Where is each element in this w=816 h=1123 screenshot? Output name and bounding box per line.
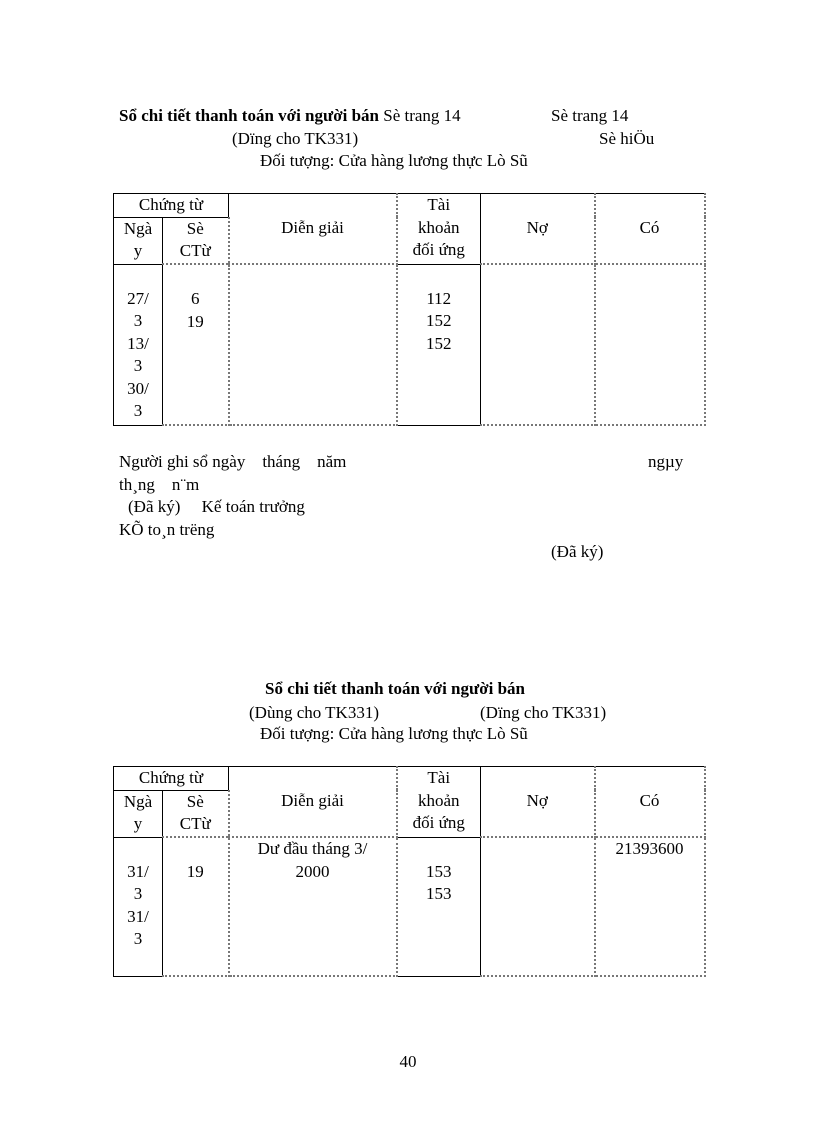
voucher-number-line: 19 — [186, 862, 204, 881]
section1-title: Sổ chi tiết thanh toán với người bán — [119, 106, 379, 125]
account-header — [397, 767, 481, 838]
voucher-number-header-line: CTừ — [179, 241, 211, 260]
date-line: 13/ — [127, 333, 149, 353]
account-header — [397, 194, 481, 265]
voucher-number-line: 19 — [186, 311, 204, 331]
account-cell — [397, 264, 481, 425]
section1-page-label-right: Sè trang 14 — [551, 106, 629, 125]
date-cell — [114, 264, 163, 425]
section1-subtitle: (Dïng cho TK331) — [232, 129, 359, 148]
account-line: 152 — [426, 333, 452, 353]
description-header: Diễn giải — [229, 194, 397, 265]
voucher-number-cell — [163, 837, 229, 976]
credit-header: Có — [595, 194, 705, 265]
account-cell — [397, 837, 481, 976]
date-header — [114, 217, 163, 264]
signature-line-3: (Đã ký) Kế toán trưởng — [128, 497, 305, 516]
date-line: 3 — [133, 884, 143, 903]
debit-cell — [481, 264, 595, 425]
opening-balance-line: Dư đầu tháng 3/ — [257, 839, 368, 858]
credit-header: Có — [595, 767, 705, 838]
opening-credit-value: 21393600 — [615, 839, 684, 858]
description-cell — [229, 264, 397, 425]
voucher-number-header — [163, 217, 229, 264]
date-line: 30/ — [127, 378, 149, 398]
section2-object-line: Đối tượng: Cửa hàng lương thực Lò Sũ — [260, 724, 528, 743]
voucher-number-header-line: Sè — [186, 791, 204, 811]
account-header-line: khoản — [417, 790, 460, 810]
date-line: 3 — [133, 401, 143, 420]
voucher-number-line: 6 — [191, 289, 200, 308]
account-line: 112 — [426, 288, 452, 308]
credit-cell — [595, 837, 705, 976]
page-number: 40 — [399, 1052, 417, 1071]
signature-line-4: KÕ to¸n trëng — [119, 520, 215, 539]
credit-cell — [595, 264, 705, 425]
date-line: 3 — [133, 311, 143, 330]
date-line: 31/ — [127, 861, 149, 881]
ledger-table-1 — [113, 193, 706, 426]
date-line: 3 — [133, 356, 143, 375]
account-header-line: khoản — [417, 217, 460, 237]
account-line: 153 — [426, 884, 452, 903]
date-line: 3 — [133, 929, 143, 948]
date-header — [114, 790, 163, 837]
opening-balance-line: 2000 — [295, 861, 330, 881]
date-header-line: Ngà — [123, 791, 153, 811]
voucher-number-header — [163, 790, 229, 837]
account-header-line: Tài — [427, 195, 451, 214]
section2-subtitle-right: (Dïng cho TK331) — [480, 703, 607, 722]
ledger-table-2 — [113, 766, 706, 977]
voucher-number-header-line: Sè — [186, 218, 204, 238]
voucher-group-header: Chứng từ — [114, 194, 229, 218]
section1-title-line — [119, 105, 461, 127]
account-line: 152 — [426, 311, 452, 330]
signature-line-2: th¸ng n¨m — [119, 475, 200, 494]
description-header: Diễn giải — [229, 767, 397, 838]
voucher-group-header: Chứng từ — [114, 767, 229, 791]
description-cell — [229, 837, 397, 976]
date-line: 27/ — [127, 288, 149, 308]
section2-subtitle: (Dùng cho TK331) — [249, 703, 379, 722]
voucher-number-header-line: CTừ — [179, 814, 211, 833]
date-line: 31/ — [127, 906, 149, 926]
signature-signed: (Đã ký) — [551, 542, 604, 561]
date-header-line: y — [133, 241, 143, 260]
debit-header: Nợ — [481, 194, 595, 265]
debit-cell — [481, 837, 595, 976]
voucher-number-cell — [163, 264, 229, 425]
section1-object-line: Đối tượng: Cửa hàng lương thực Lò Sũ — [260, 151, 528, 170]
section1-code-label: Sè hiÖu — [599, 129, 655, 148]
account-header-line: đối ứng — [412, 813, 465, 832]
date-cell — [114, 837, 163, 976]
section2-title: Sổ chi tiết thanh toán với người bán — [265, 679, 525, 698]
signature-line-1: Người ghi sổ ngày tháng năm — [119, 452, 347, 471]
account-header-line: Tài — [427, 768, 451, 787]
date-header-line: Ngà — [123, 218, 153, 238]
section1-page-label: Sè trang 14 — [383, 106, 461, 125]
date-header-line: y — [133, 814, 143, 833]
account-line: 153 — [426, 861, 452, 881]
signature-line-1-right: ngµy — [648, 452, 684, 471]
account-header-line: đối ứng — [412, 240, 465, 259]
debit-header: Nợ — [481, 767, 595, 838]
